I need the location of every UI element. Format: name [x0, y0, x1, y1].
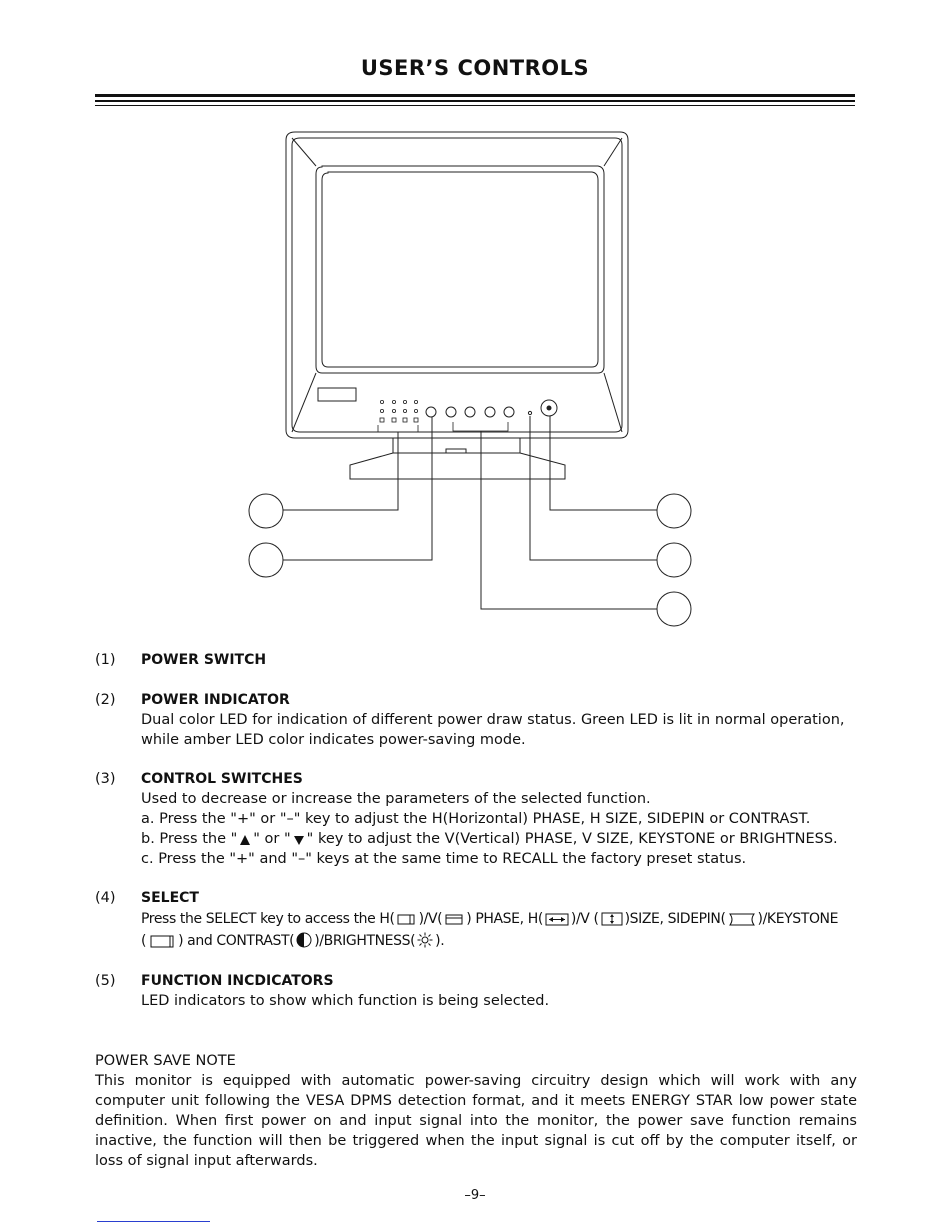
h-phase-icon [397, 913, 417, 926]
footer-link-line [97, 1221, 210, 1222]
v-phase-icon [444, 913, 464, 926]
body-line: c. Press the "+" and "–" keys at the same time to RECALL the factory preset status. [141, 851, 747, 867]
body-line: Used to decrease or increase the parameters of the selected function. [141, 791, 651, 807]
title-rule-thin [95, 105, 855, 106]
contrast-icon [296, 932, 312, 948]
body-line: ( ) and CONTRAST( )/BRIGHTNESS( ). [141, 933, 445, 949]
item-heading: CONTROL SWITCHES [141, 771, 303, 787]
stand-slot [446, 449, 466, 453]
body-line-b: b. Press the " " or " " key to adjust the V(Vertical) PHASE, V SIZE, KEYSTONE or BRIGHTNESS. [141, 831, 838, 847]
monitor-bezel [286, 132, 628, 438]
body-line: Press the SELECT key to access the H( )/V( ) PHASE, H( )/V ( )SIZE, SIDEPIN( )/KEYSTONE [141, 911, 839, 927]
up-triangle-icon [239, 834, 251, 846]
monitor-screen-inner [322, 172, 598, 367]
select-button [426, 407, 436, 417]
monitor-screen [316, 166, 604, 373]
item-number: (2) [95, 692, 116, 708]
item-heading: SELECT [141, 890, 199, 906]
body-line: LED indicators to show which function is being selected. [141, 993, 550, 1009]
v-size-icon [601, 912, 623, 926]
page-number: –9– [464, 1188, 486, 1203]
sidepin-icon [728, 913, 756, 926]
control-button-4 [504, 407, 514, 417]
control-button-3 [485, 407, 495, 417]
monitor-stand-base [350, 453, 565, 479]
monitor-diagram [0, 120, 950, 640]
item-number: (3) [95, 771, 116, 787]
callout-circle-1 [657, 494, 691, 528]
body-line: a. Press the "+" or "–" key to adjust the H(Horizontal) PHASE, H SIZE, SIDEPIN or CONTRAST. [141, 811, 811, 827]
note-text: This monitor is equipped with automatic power-saving circuitry design which will work with any computer unit following the VESA DPMS detection format, and it meets ENERGY STAR low power state definition. When first power on and input signal into the monitor, the power save function remains inactive, the function will then be triggered when the input signal is cut off by the computer itself, or loss of signal input afterwards. [95, 1073, 857, 1169]
item-heading: POWER INDICATOR [141, 692, 290, 708]
title-rule-thick [95, 94, 855, 97]
power-save-note [95, 1051, 857, 1171]
control-button-2 [465, 407, 475, 417]
item-number: (4) [95, 890, 116, 906]
control-button-1 [446, 407, 456, 417]
callout-circle-4 [249, 543, 283, 577]
callout-circle-3 [657, 592, 691, 626]
body-line: while amber LED color indicates power-saving mode. [141, 732, 526, 748]
callout-circle-5 [249, 494, 283, 528]
item-number: (1) [95, 652, 116, 668]
h-size-icon [545, 913, 569, 926]
body-line: Dual color LED for indication of different power draw status. Green LED is lit in normal operation, [141, 712, 845, 728]
note-heading: POWER SAVE NOTE [95, 1053, 236, 1069]
item-heading: POWER SWITCH [141, 652, 267, 668]
item-number: (5) [95, 973, 116, 989]
down-triangle-icon [293, 834, 305, 846]
page-title: USER’S CONTROLS [360, 56, 590, 80]
monitor-stand-neck [393, 438, 520, 453]
function-indicator-leds [380, 400, 418, 422]
brightness-icon [417, 932, 433, 948]
callout-circle-2 [657, 543, 691, 577]
item-heading: FUNCTION INCDICATORS [141, 973, 334, 989]
keystone-icon [148, 935, 176, 948]
control-buttons [426, 400, 557, 417]
logo-plate [318, 388, 356, 401]
title-rule-mid [95, 100, 855, 102]
power-indicator-led [528, 411, 531, 414]
